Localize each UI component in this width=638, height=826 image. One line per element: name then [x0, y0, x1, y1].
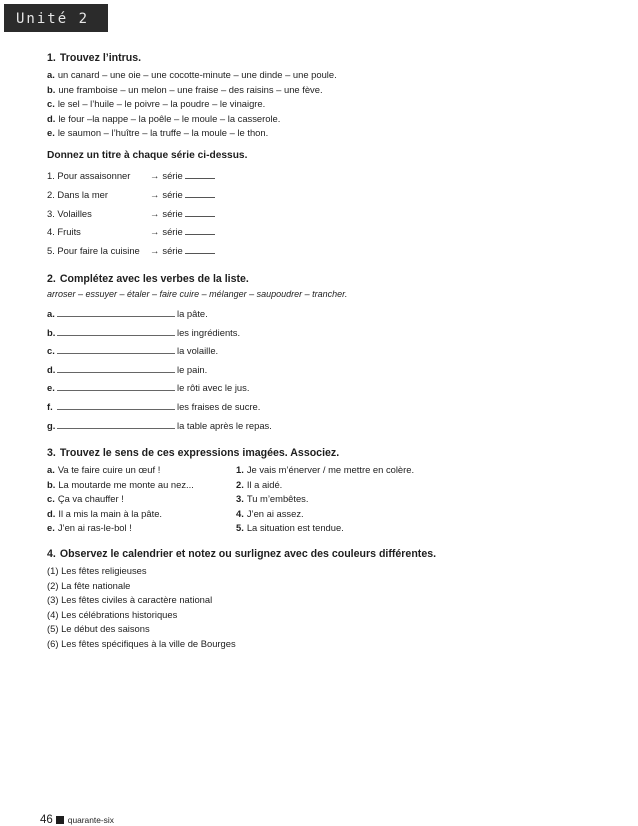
- item-text: Ça va chauffer !: [57, 493, 124, 505]
- item-text: J’en ai ras-le-bol !: [57, 522, 132, 534]
- item-text: le pain.: [177, 363, 208, 375]
- item-letter: g.: [47, 419, 56, 431]
- answer-blank[interactable]: [57, 418, 175, 429]
- arrow-icon: →: [150, 207, 160, 219]
- item-letter: c.: [47, 98, 55, 110]
- list-item: [47, 507, 236, 522]
- item-letter: b.: [47, 83, 56, 95]
- exercise-1-heading: Trouvez l’intrus.: [59, 52, 142, 64]
- list-item: (4) Les célébrations historiques: [47, 608, 178, 620]
- answer-blank[interactable]: [57, 306, 175, 317]
- item-text: le sel – l’huile – le poivre – la poudre – le vinaigre.: [57, 98, 266, 110]
- fill-row: [47, 361, 607, 380]
- answer-blank[interactable]: [185, 188, 215, 198]
- series-word: série: [162, 207, 183, 219]
- item-text: une framboise – un melon – une fraise – des raisins – une fève.: [58, 83, 323, 95]
- exercise-1-subtitle: Donnez un titre à chaque série ci-dessus.: [47, 149, 248, 161]
- series-label: 1. Pour assaisonner: [47, 169, 131, 181]
- exercise-4-number: 4.: [47, 548, 56, 561]
- meanings-column: [236, 463, 536, 536]
- list-item: [47, 126, 607, 141]
- answer-blank[interactable]: [57, 325, 175, 336]
- exercise-3-heading: Trouvez le sens de ces expressions imagées. Associez.: [59, 447, 340, 460]
- item-letter: e.: [47, 382, 55, 394]
- exercise-1-number: 1.: [47, 52, 56, 64]
- fill-row: [47, 379, 607, 398]
- item-letter: f.: [47, 400, 53, 412]
- list-item: [47, 83, 607, 98]
- list-item: [47, 112, 607, 127]
- series-word: série: [162, 245, 183, 257]
- verb-list: arroser – essuyer – étaler – faire cuire – mélanger – saupoudrer – trancher.: [47, 288, 348, 299]
- series-row: [47, 167, 607, 186]
- item-letter: 1.: [236, 464, 244, 476]
- arrow-icon: →: [150, 245, 160, 257]
- list-item: [236, 492, 536, 507]
- list-item: [236, 478, 536, 493]
- answer-blank[interactable]: [185, 169, 215, 179]
- series-label: 4. Fruits: [47, 226, 81, 238]
- fill-row: [47, 398, 607, 417]
- list-item: (3) Les fêtes civiles à caractère national: [47, 594, 213, 606]
- item-text: le saumon – l’huître – la truffe – la moule – le thon.: [57, 127, 269, 139]
- item-text: Il a aidé.: [246, 478, 283, 490]
- series-row: [47, 186, 607, 205]
- item-text: la pâte.: [177, 307, 208, 319]
- answer-blank[interactable]: [185, 207, 215, 217]
- item-text: Tu m’embêtes.: [246, 493, 309, 505]
- answer-blank[interactable]: [185, 244, 215, 254]
- item-letter: a.: [47, 307, 55, 319]
- item-letter: d.: [47, 363, 56, 375]
- exercise-2-title: [47, 273, 607, 285]
- page-footer: [40, 814, 114, 826]
- unit-label: Unité 2: [4, 4, 108, 32]
- page-content: [47, 52, 607, 652]
- exercise-2-heading: Complétez avec les verbes de la liste.: [59, 272, 249, 285]
- item-letter: d.: [47, 507, 56, 519]
- fill-row: [47, 305, 607, 324]
- list-item: [47, 68, 607, 83]
- series-row: [47, 205, 607, 224]
- item-text: la table après le repas.: [177, 419, 272, 431]
- exercise-3-title: [47, 447, 607, 459]
- item-letter: d.: [47, 112, 56, 124]
- list-item: (6) Les fêtes spécifiques à la ville de Bourges: [47, 638, 236, 650]
- series-label: 5. Pour faire la cuisine: [47, 245, 140, 257]
- list-item: [47, 521, 236, 536]
- list-item: [47, 463, 236, 478]
- exercise-2-number: 2.: [47, 272, 56, 285]
- answer-blank[interactable]: [185, 225, 215, 235]
- list-item: (2) La fête nationale: [47, 579, 131, 591]
- item-text: les ingrédients.: [177, 326, 241, 338]
- item-letter: 4.: [236, 507, 244, 519]
- exercise-4-heading: Observez le calendrier et notez ou surlignez avec des couleurs différentes.: [59, 548, 437, 561]
- item-text: Je vais m’énerver / me mettre en colère.: [246, 464, 415, 476]
- answer-blank[interactable]: [57, 399, 175, 410]
- arrow-icon: →: [150, 169, 160, 181]
- item-text: un canard – une oie – une cocotte-minute – une dinde – une poule.: [57, 69, 337, 80]
- list-item: [236, 521, 536, 536]
- item-text: Il a mis la main à la pâte.: [58, 507, 163, 519]
- page-word: quarante-six: [67, 815, 114, 825]
- list-item: (1) Les fêtes religieuses: [47, 565, 147, 577]
- item-text: le rôti avec le jus.: [177, 382, 250, 394]
- item-letter: 5.: [236, 522, 244, 534]
- item-text: le four –la nappe – la poêle – le moule – la casserole.: [58, 112, 281, 124]
- exercise-3-number: 3.: [47, 447, 56, 460]
- item-text: Va te faire cuire un œuf !: [57, 464, 161, 476]
- item-letter: c.: [47, 493, 55, 505]
- series-label: 3. Volailles: [47, 207, 92, 219]
- item-letter: a.: [47, 69, 55, 80]
- series-row: [47, 242, 607, 261]
- fill-row: [47, 417, 607, 436]
- fill-row: [47, 342, 607, 361]
- list-item: [236, 507, 536, 522]
- page-number: 46: [40, 814, 53, 826]
- arrow-icon: →: [150, 226, 160, 238]
- item-text: La situation est tendue.: [246, 522, 344, 534]
- item-text: La moutarde me monte au nez...: [58, 478, 194, 490]
- fill-row: [47, 324, 607, 343]
- list-item: [47, 478, 236, 493]
- list-item: [47, 97, 607, 112]
- item-letter: c.: [47, 345, 55, 357]
- item-letter: 3.: [236, 493, 244, 505]
- list-item: [236, 463, 536, 478]
- answer-blank[interactable]: [57, 362, 175, 373]
- item-letter: e.: [47, 522, 55, 534]
- series-row: [47, 223, 607, 242]
- item-letter: a.: [47, 464, 55, 476]
- series-word: série: [162, 226, 183, 238]
- list-item: [47, 492, 236, 507]
- item-letter: b.: [47, 478, 56, 490]
- exercise-4-title: [47, 548, 607, 560]
- item-text: la volaille.: [177, 345, 219, 357]
- series-word: série: [162, 188, 183, 200]
- exercise-1-title: [47, 52, 607, 64]
- series-label: 2. Dans la mer: [47, 188, 108, 200]
- answer-blank[interactable]: [57, 343, 175, 354]
- expressions-column: [47, 463, 236, 536]
- item-letter: b.: [47, 326, 56, 338]
- list-item: (5) Le début des saisons: [47, 623, 150, 635]
- item-letter: 2.: [236, 478, 244, 490]
- item-text: J’en ai assez.: [246, 507, 304, 519]
- arrow-icon: →: [150, 188, 160, 200]
- square-icon: [56, 816, 64, 824]
- item-letter: e.: [47, 127, 55, 139]
- item-text: les fraises de sucre.: [177, 400, 261, 412]
- answer-blank[interactable]: [57, 380, 175, 391]
- series-word: série: [162, 169, 183, 181]
